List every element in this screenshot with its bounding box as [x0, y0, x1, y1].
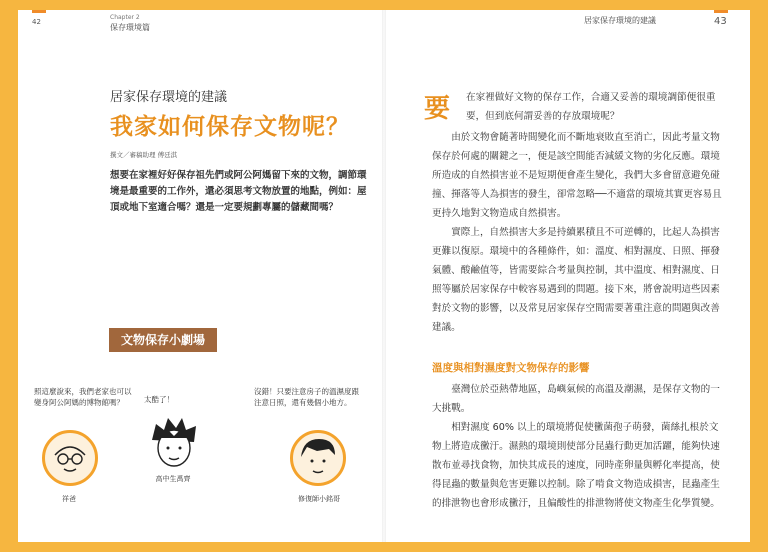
paragraph-1: 由於文物會隨著時間變化而不斷地衰敗直至消亡，因此考量文物保存於何處的關鍵之一，便是該空間能否減緩文物的劣化反應。環境所造成的自然損害並不是短期便會產生變化，我們大多會留意避免碰撞、揮落等人為損害的發生，卻常忽略──不適當的環境其實更容易且更持久地對文物造成自然損害。: [432, 132, 722, 219]
student-face-icon: [146, 414, 202, 470]
character-name-student: 高中生禹齊: [155, 475, 191, 483]
body-text-2: [432, 380, 728, 513]
left-page: [18, 10, 384, 542]
page-number-right: 43: [714, 16, 727, 27]
running-title: 居家保存環境的建議: [584, 16, 656, 25]
avatar-student: [146, 414, 202, 470]
paragraph-2: 實際上，自然損害大多是持續累積且不可逆轉的，比起人為損害更難以復原。環境中的各種條件，如：溫度、相對濕度、日照、揮發氣體、酸鹼值等，皆需要綜合考量與控制，其中溫度、相對濕度、日照等屬於居家保存中較容易遇到的問題。接下來，將會說明這些因素對於文物的影響，以及常見居家保存空間需要著重注意的問題與改善建議。: [432, 227, 720, 333]
avatar-dad: [42, 430, 98, 486]
page-tab-marker-right: [714, 10, 728, 13]
chapter-label: Chapter 2: [110, 14, 140, 21]
article-title: 我家如何保存文物呢？: [110, 113, 350, 140]
character-name-dad: 祥爸: [62, 495, 76, 503]
article-subtitle: 居家保存環境的建議: [110, 90, 228, 105]
conservator-face-icon: [293, 433, 343, 483]
avatar-conservator: [290, 430, 346, 486]
dad-face-icon: [45, 433, 95, 483]
lead-paragraph: 想要在家裡好好保存祖先們或阿公阿媽留下來的文物，調節環境是最重要的工作外，還必須思考文物放置的地點，例如：屋頂或地下室適合嗎？還是一定要規劃專屬的儲藏間嗎？: [110, 170, 367, 213]
drop-cap: 要: [424, 94, 451, 124]
paragraph-4: 相對濕度 60% 以上的環境將促使黴菌孢子萌發，菌絲扎根於文物上將造成黴汙。濕熱的環境則使部分昆蟲行動更加活躍，能夠快速散布並尋找食物，加快其成長的速度，同時產卵量與孵化率提高，使得昆蟲的數量與危害更難以控制。除了啃食文物造成損害，昆蟲產生的排泄物也會形成黴汙，且偏酸性的排泄物將使文物產生化學質變。: [432, 422, 720, 509]
paragraph-3: 臺灣位於亞熱帶地區，島嶼氣候的高溫及潮濕，是保存文物的一大挑戰。: [432, 384, 720, 414]
page-tab-marker: [32, 10, 46, 13]
section-heading: 溫度與相對濕度對文物保存的影響: [432, 362, 590, 374]
speech-bubble-1: 照這麼說來，我們老家也可以變身阿公阿媽的博物館嗎？: [34, 387, 132, 407]
chapter-title: 保存環境篇: [110, 23, 150, 32]
page-number: 42: [32, 18, 41, 26]
book-spread: [18, 10, 750, 542]
author-credit: 撰文／審稿助理 傅廷淇: [110, 151, 178, 159]
intro-text: 在家裡做好文物的保存工作，合適又妥善的環境調節便很重要，但到底何謂妥善的存放環境呢？: [466, 92, 716, 122]
character-name-conservator: 修復師小銘哥: [298, 495, 340, 503]
right-page: [384, 10, 750, 542]
section-tag: 文物保存小劇場: [109, 328, 217, 352]
body-text-1: [432, 128, 728, 337]
speech-bubble-2: 太酷了！: [144, 395, 174, 404]
speech-bubble-3: 沒錯！只要注意房子的溫濕度跟注意日照，還有幾個小地方。: [254, 387, 359, 407]
